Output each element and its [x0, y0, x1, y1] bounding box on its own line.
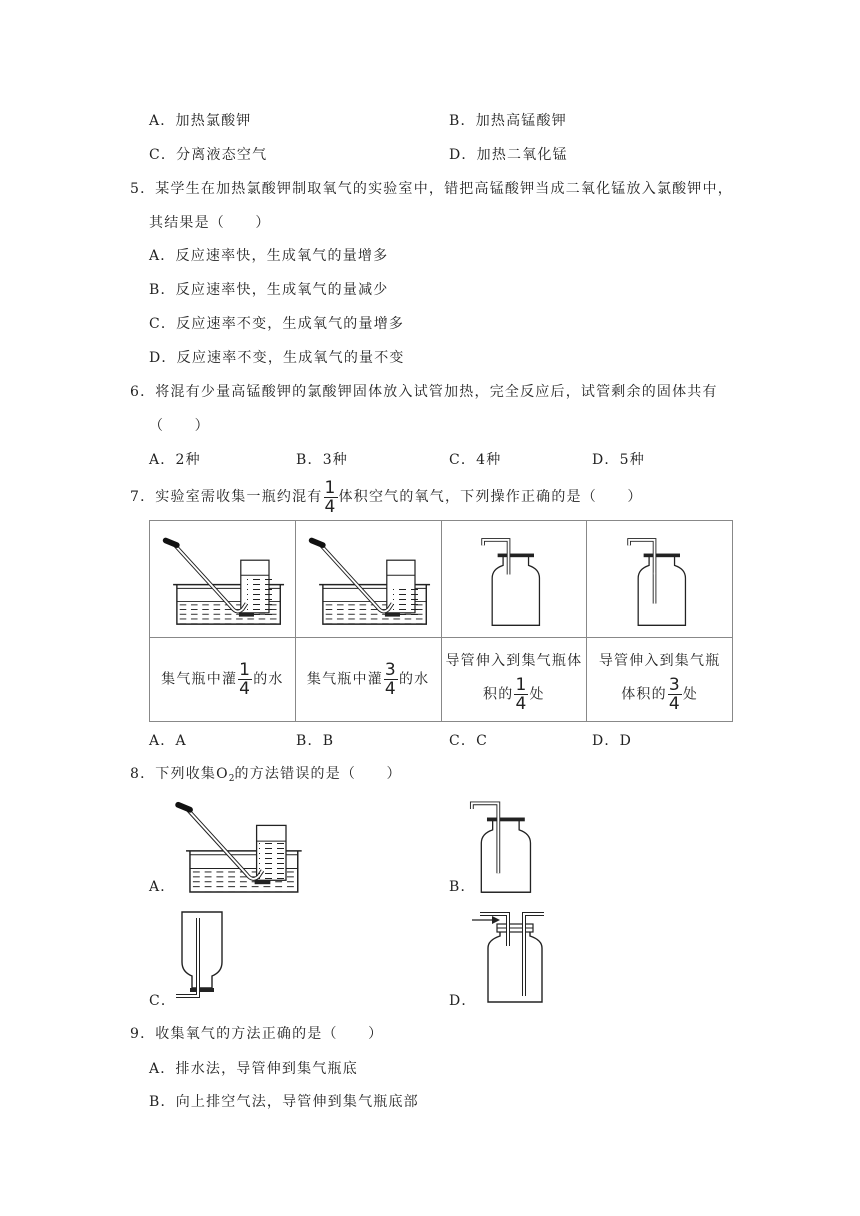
q8-stem-pre: 8．下列收集O [130, 766, 229, 782]
q7-option-table [149, 520, 733, 722]
frac-num: 3 [668, 675, 681, 695]
q8-option-c: C． [149, 993, 177, 1009]
q6-option-a: A．2种 [149, 452, 201, 468]
q8-figure-a [168, 796, 306, 894]
upward-air-collection-figure [464, 529, 564, 629]
caption-text: 处 [529, 686, 545, 703]
caption-text: 集气瓶中灌 [306, 671, 383, 688]
q8-stem-subscript: 2 [228, 774, 235, 784]
caption-line2 [442, 676, 587, 713]
frac-den: 4 [239, 679, 252, 699]
q7-caption-a [150, 638, 296, 722]
q9-option-b: B．向上排空气法，导管伸到集气瓶底部 [149, 1094, 419, 1110]
caption-line2 [587, 676, 732, 713]
caption-text: 的水 [253, 671, 284, 688]
water-collection-figure [302, 532, 434, 626]
q4-option-d: D．加热二氧化锰 [449, 147, 568, 163]
caption-text: 处 [682, 686, 699, 703]
q8-option-b: B． [449, 879, 476, 895]
q7-stem [130, 478, 643, 516]
q7-stem-post: 体积空气的氧气，下列操作正确的是（ ） [338, 489, 643, 505]
q4-option-c: C．分离液态空气 [149, 147, 268, 163]
caption-text: 的水 [398, 671, 430, 688]
q9-stem: 9．收集氧气的方法正确的是（ ） [130, 1026, 384, 1042]
caption-text: 体积的 [621, 686, 667, 703]
q7-option-d: D．D [592, 733, 633, 749]
q6-stem: 6．将混有少量高锰酸钾的氯酸钾固体放入试管加热，完全反应后，试管剩余的固体共有 [130, 384, 718, 400]
caption-text: 导管伸入到集气瓶体 [445, 653, 583, 669]
q8-figure-d [470, 906, 550, 1006]
caption-fraction [514, 676, 528, 713]
q7-figure-d-cell [587, 521, 733, 638]
q8-stem-post: 的方法错误的是（ ） [234, 766, 402, 782]
caption-fraction [668, 676, 682, 713]
q7-stem-fraction [324, 479, 338, 516]
q4-option-b: B．加热高锰酸钾 [449, 113, 567, 129]
frac-num: 1 [239, 660, 252, 680]
q7-caption-b [295, 638, 441, 722]
caption-text: 集气瓶中灌 [161, 671, 238, 688]
q7-figure-b-cell [295, 521, 441, 638]
q7-stem-pre: 7．实验室需收集一瓶约混有 [130, 489, 323, 505]
q6-option-c: C．4种 [449, 452, 502, 468]
q7-stem-frac-den: 4 [324, 496, 337, 517]
q5-stem: 5．某学生在加热氯酸钾制取氧气的实验室中，错把高锰酸钾当成二氧化锰放入氯酸钾中， [130, 181, 733, 197]
q6-option-d: D．5种 [592, 452, 645, 468]
q7-option-b: B．B [296, 733, 335, 749]
q5-option-b: B．反应速率快，生成氧气的量减少 [149, 282, 389, 298]
q5-option-a: A．反应速率快，生成氧气的量增多 [149, 248, 389, 264]
q5-option-c: C．反应速率不变，生成氧气的量增多 [149, 316, 405, 332]
q5-option-d: D．反应速率不变，生成氧气的量不变 [149, 350, 405, 366]
frac-num: 3 [384, 660, 397, 680]
q7-caption-c [441, 638, 587, 722]
caption-fraction [384, 661, 398, 698]
q7-stem-frac-num: 1 [324, 477, 337, 498]
frac-num: 1 [515, 675, 528, 695]
q9-option-a: A．排水法，导管伸到集气瓶底 [149, 1061, 358, 1077]
q7-figure-a-cell [150, 521, 296, 638]
caption-fraction [238, 661, 252, 698]
q8-option-a: A． [149, 879, 176, 895]
frac-den: 4 [384, 679, 397, 699]
q7-option-c: C．C [449, 733, 489, 749]
q7-figure-c-cell [441, 521, 587, 638]
q8-figure-c [170, 908, 230, 1006]
q4-option-a: A．加热氯酸钾 [149, 113, 252, 129]
q7-option-a: A．A [149, 733, 187, 749]
caption-text: 导管伸入到集气瓶 [598, 653, 721, 669]
frac-den: 4 [668, 694, 681, 714]
q8-stem [130, 765, 402, 788]
q7-caption-d [587, 638, 733, 722]
q5-stem-cont: 其结果是（ ） [149, 215, 271, 231]
caption-text: 积的 [483, 686, 514, 703]
q6-stem-cont: （ ） [149, 418, 210, 434]
frac-den: 4 [515, 694, 528, 714]
q6-option-b: B．3种 [296, 452, 348, 468]
q8-option-d: D． [449, 993, 477, 1009]
upward-air-collection-figure [610, 529, 710, 629]
water-collection-figure [156, 532, 288, 626]
